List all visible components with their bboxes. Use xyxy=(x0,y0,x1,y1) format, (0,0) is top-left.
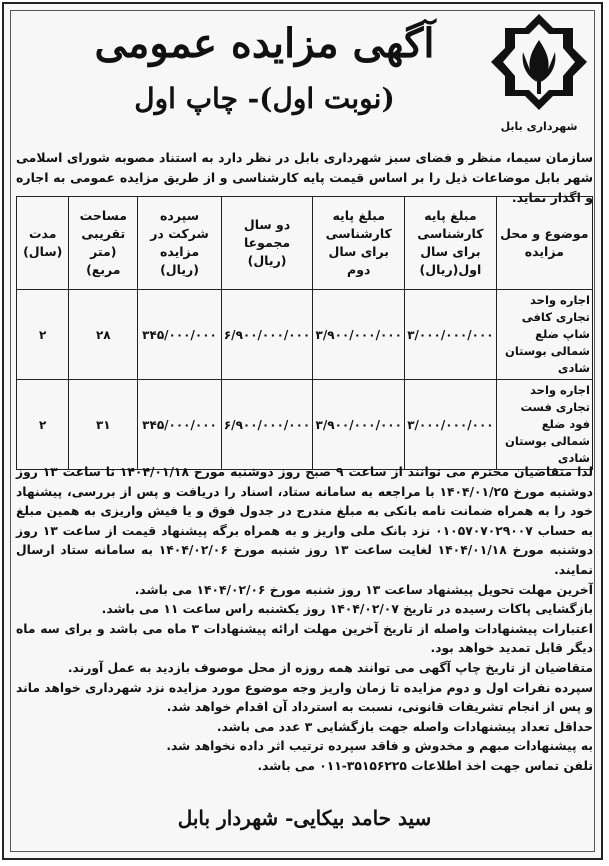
column-header: مدت (سال) xyxy=(17,197,69,290)
table-row xyxy=(17,290,593,380)
condition-paragraph: متقاضیان از تاریخ چاپ آگهی می توانند همه روزه از محل موصوف بازدید به عمل آورند. xyxy=(67,660,593,675)
table-cell: ۳۴۵/۰۰۰/۰۰۰ xyxy=(138,380,222,470)
table-cell: ۳/۰۰۰/۰۰۰/۰۰۰ xyxy=(405,380,496,470)
table-cell: ۲ xyxy=(17,380,69,470)
table-cell: ۲ xyxy=(17,290,69,380)
conditions-text xyxy=(16,463,593,777)
column-header: سپرده شرکت در مزایده (ریال) xyxy=(138,197,222,290)
column-header: مبلغ پایه کارشناسی برای سال اول(ریال) xyxy=(405,197,496,290)
condition-paragraph: اعتبارات پیشنهادات واصله از تاریخ آخرین مهلت ارائه پیشنهادات ۳ ماه می باشد و برای سه ماه دیگر قابل تمدید خواهد بود. xyxy=(16,621,593,656)
table-row xyxy=(17,380,593,470)
table-cell: اجاره واحد تجاری کافی شاپ ضلع شمالی بوستان شادی xyxy=(496,290,592,380)
condition-paragraph: آخرین مهلت تحویل پیشنهاد ساعت ۱۳ روز شنبه مورخ ۱۴۰۴/۰۲/۰۶ می باشد. xyxy=(134,582,593,597)
column-header: مبلغ پایه کارشناسی برای سال دوم xyxy=(313,197,405,290)
table-cell: ۲۸ xyxy=(69,290,138,380)
table-cell: ۳۱ xyxy=(69,380,138,470)
tulip-emblem-icon xyxy=(487,12,591,140)
table-cell: ۳/۰۰۰/۰۰۰/۰۰۰ xyxy=(405,290,496,380)
table-cell: ۳۴۵/۰۰۰/۰۰۰ xyxy=(138,290,222,380)
column-header: موضوع و محل مزایده xyxy=(496,197,592,290)
table-cell: اجاره واحد تجاری فست فود ضلع شمالی بوستان شادی xyxy=(496,380,592,470)
table-header-row xyxy=(17,197,593,290)
table-cell: ۶/۹۰۰/۰۰۰/۰۰۰ xyxy=(221,380,312,470)
condition-paragraph: به پیشنهادات مبهم و مخدوش و فاقد سپرده ترتیب اثر داده نخواهد شد. xyxy=(166,739,593,754)
intro-paragraph: سازمان سیما، منظر و فضای سبز شهرداری بابل در نظر دارد به استناد مصوبه شورای اسلامی شهر بابل موضاعات ذیل را بر اساس قیمت پایه کارشناسی و از طریق مزایده عمومی به اجاره و اگذار نماید. xyxy=(16,150,593,205)
condition-paragraph: حداقل تعداد پیشنهادات واصله جهت بازگشایی ۳ عدد می باشد. xyxy=(216,719,593,734)
condition-paragraph: لذا متقاضیان محترم می توانند از ساعت ۹ صبح روز دوشنبه مورخ ۱۴۰۴/۰۱/۱۸ تا ساعت ۱۳ روز دوشنبه مورخ ۱۴۰۴/۰۱/۲۵ با مراجعه به سامانه ستاد، اسناد را دریافت و پس از بررسی، پیشنهاد خود را به همراه ضمانت نامه بانکی به مبلغ مندرج در جدول فوق و یا فیش واریزی به همین مبلغ به حساب ۰۱۰۵۷۰۷۰۲۹۰۰۷ نزد بانک ملی واریز و به همراه برگه پیشنهاد قیمت از ساعت ۱۳ روز دوشنبه مورخ ۱۴۰۴/۰۱/۱۸ لغایت ساعت ۱۳ روز شنبه مورخ ۱۴۰۴/۰۲/۰۶ به سامانه ستاد ارسال نمایند. xyxy=(16,465,594,577)
table-cell: ۶/۹۰۰/۰۰۰/۰۰۰ xyxy=(221,290,312,380)
column-header: دو سال مجموعا (ریال) xyxy=(221,197,312,290)
signature: سید حامد بیکایی- شهردار بابل xyxy=(177,806,432,830)
condition-paragraph: تلفن تماس جهت اخذ اطلاعات ۳۵۱۵۶۲۲۵-۰۱۱ می باشد. xyxy=(257,758,593,773)
column-header: مساحت تقریبی (متر مربع) xyxy=(69,197,138,290)
logo-caption: شهرداری بابل xyxy=(500,120,578,133)
condition-paragraph: سپرده نفرات اول و دوم مزایده تا زمان واریز وجه موضوع مورد مزایده نزد شهرداری خواهد ماند و پس از انجام تشریفات قانونی، نسبت به استرداد آن اقدام خواهد شد. xyxy=(16,680,593,715)
condition-paragraph: بازگشایی پاکات رسیده در تاریخ ۱۴۰۴/۰۲/۰۷ روز یکشنبه راس ساعت ۱۱ می باشد. xyxy=(101,602,593,617)
page-title: آگهی مزایده عمومی xyxy=(94,20,435,67)
table-cell: ۳/۹۰۰/۰۰۰/۰۰۰ xyxy=(313,380,405,470)
page-subtitle: (نوبت اول)- چاپ اول xyxy=(134,82,395,115)
auction-table xyxy=(16,196,593,470)
table-cell: ۳/۹۰۰/۰۰۰/۰۰۰ xyxy=(313,290,405,380)
